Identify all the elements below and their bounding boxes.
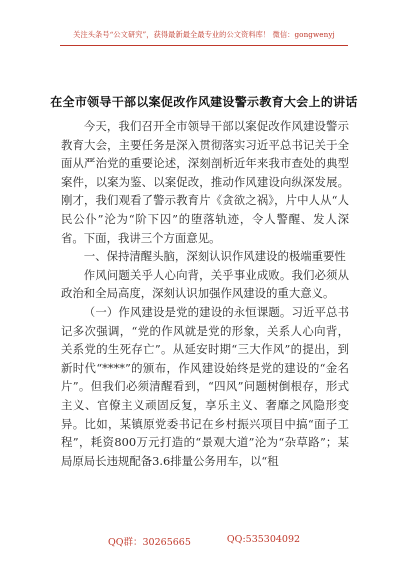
qq-text: QQ:535304092 [226,534,301,545]
intro-paragraph: 今天，我们召开全市领导干部以案促改作风建设警示教育大会，主要任务是深入贯彻落实习近平总书记关于全面从严治党的重要论述，深刻剖析近年来我市查处的典型案件，以案为鉴、以案促改，推动作风建设向纵深发展。刚才，我们观看了警示教育片《贪欲之祸》，片中人从“人民公仆”沦为“阶下囚”的堕落轨迹，令人警醒、发人深省。下面，我讲三个方面意见。 [61,119,349,245]
section-intro-paragraph: 作风问题关乎人心向背，关乎事业成败。我们必须从政治和全局高度，深刻认识加强作风建设的重大意义。 [61,267,349,301]
document-title: 在全市领导干部以案促改作风建设警示教育大会上的讲话 [50,95,358,109]
subsection-paragraph: （一）作风建设是党的建设的永恒课题。习近平总书记多次强调，“党的作风就是党的形象，关系人心向背，关系党的生死存亡”。从延安时期“三大作风”的提出，到新时代“****”的颁布，作风建设始终是党的建设的“金名片”。但我们必须清醒看到，“四风”问题树倒根存，形式主义、官僚主义顽固反复，享乐主义、奢靡之风隐形变异。比如，某镇原党委书记在乡村振兴项目中搞“面子工程”，耗资800万元打造的“景观大道”沦为“杂草路”；某局原局长违规配备3.6排量公务用车，以“租 [61,304,349,468]
footer-contacts [0,534,408,550]
header-note: 关注头条号“公文研究”，获得最新最全最专业的公文资料库！ 微信：gongwenyj [73,30,335,39]
section-heading: 一、保持清醒头脑，深刻认识作风建设的极端重要性 [83,249,346,264]
document-body [61,117,349,470]
header-divider [60,45,348,46]
qq-group-text: QQ群：30265665 [107,537,191,548]
